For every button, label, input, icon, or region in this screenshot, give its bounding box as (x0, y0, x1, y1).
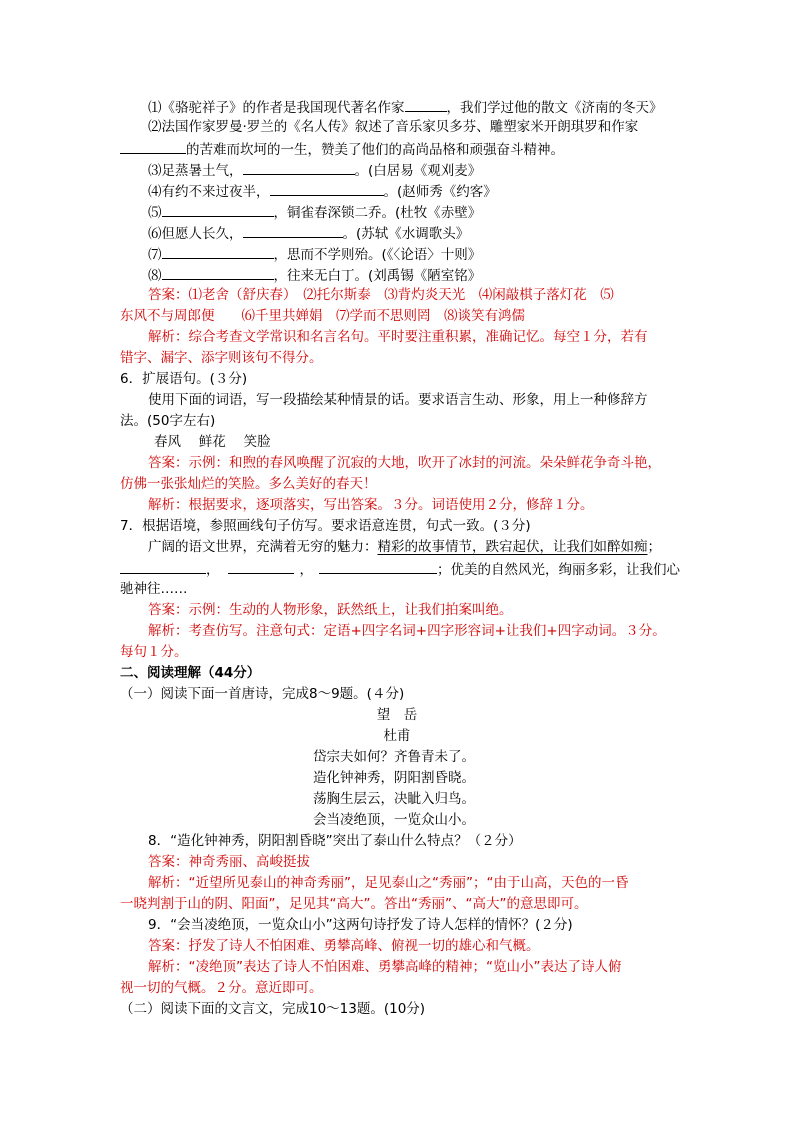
blank (162, 201, 274, 217)
q7-explanation: 解析：考查仿写。注意句式：定语+四字名词+四字形容词+让我们+四字动词。３分。 (148, 623, 666, 639)
blank (162, 264, 274, 280)
q9-explanation: 解析：“凌绝顶”表达了诗人不怕困难、勇攀高峰的精神；“览山小”表达了诗人俯 (148, 959, 622, 975)
q9-answer: 答案：抒发了诗人不怕困难、勇攀高峰、俯视一切的雄心和气概。 (148, 938, 540, 954)
blank (243, 222, 343, 238)
blank (405, 96, 447, 112)
q5-explanation-cont: 错字、漏字、添字则该句不得分。 (120, 350, 323, 366)
q5-line-2: ⑵法国作家罗曼·罗兰的《名人传》叙述了音乐家贝多芬、雕塑家米开朗琪罗和作家 (148, 119, 639, 135)
q5-line-8: ⑻ ，往来无白丁。(刘禹锡《陋室铭》 (148, 264, 481, 287)
underlined-sentence: 精彩的故事情节，跌宕起伏，让我们如醉如痴 (377, 539, 648, 555)
q5-line-4: ⑷有约不来过夜半， 。(赵师秀《约客》 (148, 180, 497, 203)
section-2-title: 二、阅读理解（44分） (120, 665, 261, 681)
q7-explanation-cont: 每句１分。 (120, 644, 188, 660)
q8-explanation: 解析：“近望所见泰山的神奇秀丽”，足见泰山之“秀丽”；“由于山高，天色的一昏 (148, 875, 629, 891)
blank (120, 138, 186, 154)
blank (120, 558, 206, 574)
poem-line: 会当凌绝顶，一览众山小。 (313, 812, 475, 828)
q8-answer: 答案：神奇秀丽、高峻挺拔 (148, 854, 310, 870)
poem-line: 岱宗夫如何？齐鲁青未了。 (313, 749, 475, 765)
blank (162, 243, 274, 259)
poem-line: 造化钟神秀，阴阳割昏晓。 (313, 770, 475, 786)
q7-title: 7．根据语境，参照画线句子仿写。要求语意连贯，句式一致。(３分) (120, 518, 531, 534)
q5-line-6: ⑹但愿人长久， 。(苏轼《水调歌头》 (148, 222, 469, 245)
q6-prompt: 使用下面的词语，写一段描绘某种情景的话。要求语言生动、形象，用上一种修辞方 (148, 392, 648, 408)
q7-passage-blanks: ， ， ；优美的自然风光，绚丽多彩，让我们心 (120, 558, 680, 581)
q5-answer-cont: 东风不与周郎便 ⑹千里共婵娟 ⑺学而不思则罔 ⑻谈笑有鸿儒 (120, 308, 525, 324)
q6-explanation: 解析：根据要求，逐项落实，写出答案。３分。词语使用２分，修辞１分。 (148, 497, 594, 513)
q5-line-7: ⑺ ，思而不学则殆。(《〈论语〉十则》 (148, 243, 481, 266)
section-2-sub-2: （二）阅读下面的文言文，完成10～13题。(10分) (120, 1001, 426, 1017)
q8-explanation-cont: 一晓判割于山的阴、阳面”，足见其“高大”。答出“秀丽”、“高大”的意思即可。 (120, 896, 588, 912)
q6-prompt-cont: 法。(50字左右) (120, 413, 216, 429)
q5-line-2-cont: 的苦难而坎坷的一生，赞美了他们的高尚品格和顽强奋斗精神。 (120, 138, 564, 161)
q8-question: 8．“造化钟神秀，阴阳割昏晓”突出了泰山什么特点？（２分） (148, 833, 522, 849)
q5-line-1: ⑴《骆驼祥子》的作者是我国现代著名作家 ，我们学过他的散文《济南的冬天》 (148, 96, 663, 119)
q6-title: 6．扩展语句。(３分) (120, 371, 248, 387)
q6-answer: 答案：示例：和煦的春风唤醒了沉寂的大地，吹开了冰封的河流。朵朵鲜花争奇斗艳， (148, 455, 661, 471)
q5-line-5: ⑸ ，铜雀春深锁二乔。(杜牧《赤壁》 (148, 201, 481, 224)
q6-words: 春风 鲜花 笑脸 (154, 434, 271, 450)
poem-line: 荡胸生层云，决眦入归鸟。 (313, 791, 475, 807)
section-2-sub-1: （一）阅读下面一首唐诗，完成8～9题。(４分) (120, 686, 405, 702)
blank (243, 159, 355, 175)
blank (228, 558, 294, 574)
q7-passage-cont: 驰神往…… (120, 581, 188, 597)
q5-line-3: ⑶足蒸暑土气， 。(白居易《观刈麦》 (148, 159, 481, 182)
blank (319, 558, 437, 574)
poem-author: 杜甫 (383, 728, 411, 744)
poem-title: 望 岳 (376, 707, 418, 723)
q9-explanation-cont: 视一切的气概。２分。意近即可。 (120, 980, 323, 996)
q6-answer-cont: 仿佛一张张灿烂的笑脸。多么美好的春天！ (120, 476, 377, 492)
q7-answer: 答案：示例：生动的人物形象，跃然纸上，让我们拍案叫绝。 (148, 602, 513, 618)
q7-passage: 广阔的语文世界，充满着无穷的魅力：精彩的故事情节，跌宕起伏，让我们如醉如痴； (148, 539, 661, 555)
blank (270, 180, 384, 196)
q9-question: 9．“会当凌绝顶，一览众山小”这两句诗抒发了诗人怎样的情怀？(２分) (148, 917, 573, 933)
q5-explanation: 解析：综合考查文学常识和名言名句。平时要注重积累，准确记忆。每空１分，若有 (148, 329, 648, 345)
q5-answer: 答案：⑴老舍（舒庆春） ⑵托尔斯泰 ⑶背灼炎天光 ⑷闲敲棋子落灯花 ⑸ (148, 287, 614, 303)
